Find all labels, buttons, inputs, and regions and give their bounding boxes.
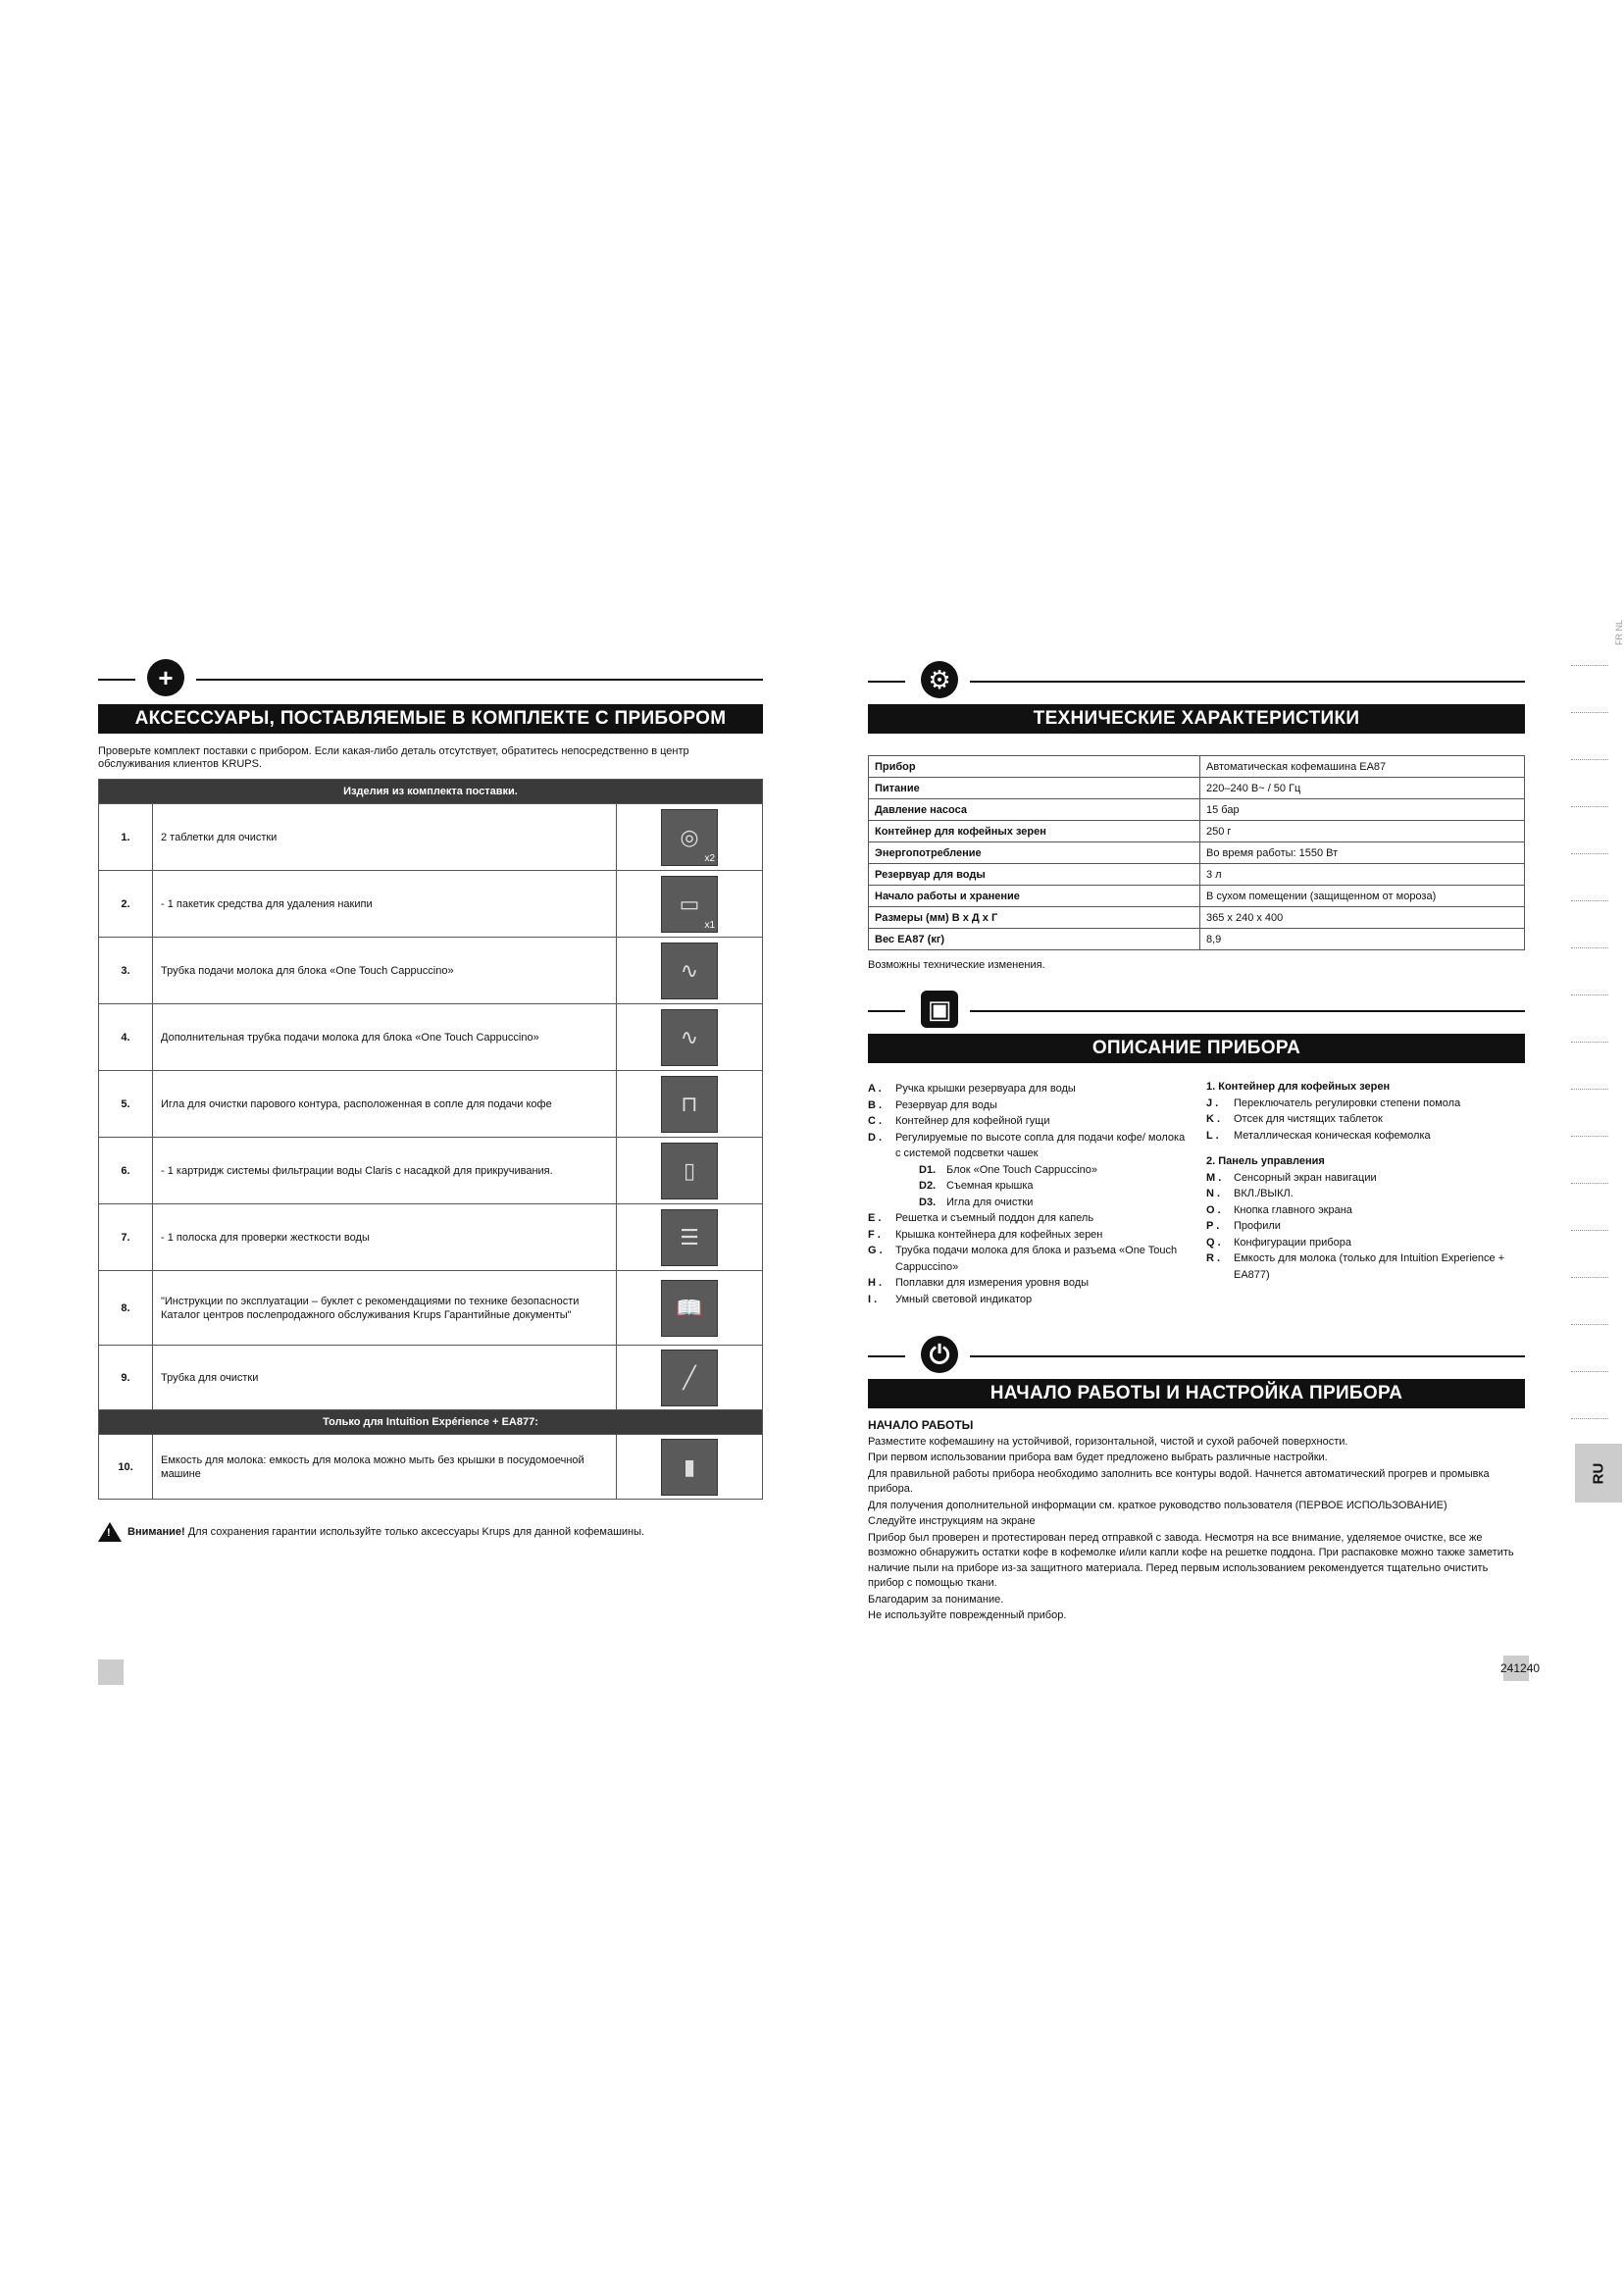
milk-container-icon: ▮ xyxy=(661,1439,718,1496)
power-icon: ⏻ xyxy=(921,1336,958,1373)
table-row xyxy=(99,1435,763,1500)
table-row xyxy=(99,871,763,938)
item-text: Металлическая коническая кофемолка xyxy=(1234,1129,1431,1142)
item-number: 2. xyxy=(99,871,153,938)
accessories-section-rule xyxy=(98,659,763,698)
start-heading: НАЧАЛО РАБОТЫ xyxy=(868,1418,974,1432)
spec-key: Резервуар для воды xyxy=(869,864,1200,886)
spec-row xyxy=(869,907,1525,929)
description-title: ОПИСАНИЕ ПРИБОРА xyxy=(868,1034,1525,1063)
side-language-label: FR NL xyxy=(1614,620,1624,646)
table-row xyxy=(99,1004,763,1071)
spec-row xyxy=(869,842,1525,864)
spec-value: 220–240 В~ / 50 Гц xyxy=(1200,778,1525,799)
item-image xyxy=(617,804,763,871)
spec-value: 365 x 240 x 400 xyxy=(1200,907,1525,929)
description-item xyxy=(868,1243,1192,1275)
spec-key: Начало работы и хранение xyxy=(869,886,1200,907)
item-text: Сенсорный экран навигации xyxy=(1234,1171,1377,1184)
item-text: Поплавки для измерения уровня воды xyxy=(895,1277,1090,1289)
item-letter: D2. xyxy=(919,1180,937,1192)
warning-label: Внимание! xyxy=(127,1526,185,1538)
side-tab-divider xyxy=(1571,712,1608,713)
description-section-rule xyxy=(868,991,1525,1030)
side-tab-divider xyxy=(1571,1418,1608,1419)
description-item xyxy=(1206,1235,1525,1251)
plus-icon: + xyxy=(147,659,184,696)
item-text: Контейнер для кофейной гущи xyxy=(895,1115,1050,1127)
start-title: НАЧАЛО РАБОТЫ И НАСТРОЙКА ПРИБОРА xyxy=(868,1379,1525,1408)
item-letter: F . xyxy=(868,1228,881,1241)
warning-icon: ! xyxy=(98,1522,122,1542)
extra-milk-tube-icon: ∿ xyxy=(661,1009,718,1066)
spec-row xyxy=(869,778,1525,799)
item-image xyxy=(617,938,763,1004)
spec-row xyxy=(869,799,1525,821)
item-image xyxy=(617,871,763,938)
spec-row xyxy=(869,756,1525,778)
table-row xyxy=(99,1271,763,1346)
side-tab-divider xyxy=(1571,1324,1608,1325)
description-list-right xyxy=(1206,1079,1525,1283)
specs-table xyxy=(868,755,1525,950)
item-text: Решетка и съемный поддон для капель xyxy=(895,1212,1094,1224)
table-row xyxy=(99,938,763,1004)
item-image xyxy=(617,1204,763,1271)
item-number: 5. xyxy=(99,1071,153,1138)
description-item xyxy=(1206,1250,1525,1283)
spec-key: Давление насоса xyxy=(869,799,1200,821)
description-item xyxy=(1206,1111,1525,1128)
item-number: 8. xyxy=(99,1271,153,1346)
item-text: Конфигурации прибора xyxy=(1234,1236,1351,1249)
description-item xyxy=(1206,1202,1525,1219)
item-text: - 1 полоска для проверки жесткости воды xyxy=(153,1204,617,1271)
item-text: 2 таблетки для очистки xyxy=(153,804,617,871)
language-tab-ru[interactable]: RU xyxy=(1575,1444,1622,1503)
spec-row xyxy=(869,886,1525,907)
description-item xyxy=(868,1210,1192,1227)
side-tab-divider xyxy=(1571,947,1608,948)
cleaning-tablet-icon: ◎ x2 xyxy=(661,809,718,866)
side-tab-divider xyxy=(1571,1183,1608,1184)
item-letter: P . xyxy=(1206,1220,1220,1232)
item-letter: K . xyxy=(1206,1113,1221,1125)
item-text: Кнопка главного экрана xyxy=(1234,1203,1352,1216)
description-item xyxy=(868,1178,1192,1195)
side-tab-divider xyxy=(1571,1230,1608,1231)
spec-value: В сухом помещении (защищенном от мороза) xyxy=(1200,886,1525,907)
description-item xyxy=(1206,1096,1525,1112)
item-number: 7. xyxy=(99,1204,153,1271)
side-tab-divider xyxy=(1571,1042,1608,1043)
item-text: Трубка подачи молока для блока и разъема «One Touch Cappuccino» xyxy=(895,1245,1178,1273)
side-tab-divider xyxy=(1571,994,1608,995)
item-letter: M . xyxy=(1206,1171,1222,1184)
spec-value: Во время работы: 1550 Вт xyxy=(1200,842,1525,864)
item-text: Умный световой индикатор xyxy=(895,1293,1033,1305)
item-text: Отсек для чистящих таблеток xyxy=(1234,1113,1383,1125)
description-item xyxy=(868,1275,1192,1292)
item-letter: R . xyxy=(1206,1252,1221,1264)
item-text: Трубка для очистки xyxy=(153,1346,617,1410)
side-tab-divider xyxy=(1571,1089,1608,1090)
table-row xyxy=(99,1346,763,1410)
item-text: ВКЛ./ВЫКЛ. xyxy=(1234,1188,1294,1199)
table-row xyxy=(99,1071,763,1138)
spec-key: Вес EA87 (кг) xyxy=(869,929,1200,950)
item-number: 10. xyxy=(99,1435,153,1500)
item-letter: I . xyxy=(868,1293,878,1305)
start-paragraph: Прибор был проверен и протестирован перед отправкой с завода. Несмотря на все внимание, уделяемое очистке, все же возможно обнаружить остатки кофе в кофемолке и/или капли кофе на решетке поддона. При распаковке можно также заметить наличие пыли на приборе из-за защитного материала. Перед первым использованием рекомендуется тщательно очистить прибор с помощью ткани. xyxy=(868,1531,1514,1589)
item-letter: J . xyxy=(1206,1096,1219,1109)
description-item xyxy=(868,1081,1192,1097)
accessories-table-header: Изделия из комплекта поставки. xyxy=(99,780,763,804)
description-item xyxy=(1206,1170,1525,1187)
hardness-strip-icon: ☰ xyxy=(661,1209,718,1266)
side-tab-divider xyxy=(1571,1136,1608,1137)
spec-key: Размеры (мм) В х Д х Г xyxy=(869,907,1200,929)
item-text: Дополнительная трубка подачи молока для блока «One Touch Cappuccino» xyxy=(153,1004,617,1071)
description-item xyxy=(868,1097,1192,1114)
side-tab-divider xyxy=(1571,1371,1608,1372)
group-title: 2. Панель управления xyxy=(1206,1155,1325,1167)
item-text: Емкость для молока (только для Intuition Experience + EA877) xyxy=(1234,1252,1505,1281)
warning-note xyxy=(98,1522,763,1542)
page-number: 241240 xyxy=(1500,1661,1541,1675)
item-image xyxy=(617,1004,763,1071)
item-letter: Q . xyxy=(1206,1236,1221,1249)
start-paragraph: Не используйте поврежденный прибор. xyxy=(868,1609,1067,1621)
item-text: Ручка крышки резервуара для воды xyxy=(895,1083,1076,1095)
spec-value: 250 г xyxy=(1200,821,1525,842)
start-body xyxy=(868,1418,1525,1624)
table-row xyxy=(99,804,763,871)
item-number: 1. xyxy=(99,804,153,871)
start-paragraph: Следуйте инструкциям на экране xyxy=(868,1515,1036,1527)
spec-value: 8,9 xyxy=(1200,929,1525,950)
item-text: Крышка контейнера для кофейных зерен xyxy=(895,1228,1103,1241)
spec-value: 15 бар xyxy=(1200,799,1525,821)
item-image xyxy=(617,1138,763,1204)
item-text: Игла для очистки парового контура, расположенная в сопле для подачи кофе xyxy=(153,1071,617,1138)
item-letter: D . xyxy=(868,1131,883,1144)
group-title: 1. Контейнер для кофейных зерен xyxy=(1206,1081,1391,1093)
side-tab-divider xyxy=(1571,1277,1608,1278)
spec-row xyxy=(869,929,1525,950)
side-tab-divider xyxy=(1571,806,1608,807)
item-text: Емкость для молока: емкость для молока можно мыть без крышки в посудомоечной машине xyxy=(153,1435,617,1500)
item-image xyxy=(617,1071,763,1138)
item-number: 9. xyxy=(99,1346,153,1410)
item-letter: C . xyxy=(868,1115,883,1127)
accessories-intro: Проверьте комплект поставки с прибором. Если какая-либо деталь отсутствует, обратитесь непосредственно в центр обслуживания клиентов KRUPS. xyxy=(98,745,689,770)
spec-key: Прибор xyxy=(869,756,1200,778)
spec-value: Автоматическая кофемашина EA87 xyxy=(1200,756,1525,778)
description-item xyxy=(868,1195,1192,1211)
specs-note: Возможны технические изменения. xyxy=(868,959,1045,971)
cleaning-tube-icon: ╱ xyxy=(661,1350,718,1406)
start-paragraph: Для правильной работы прибора необходимо заполнить все контуры водой. Начнется автоматический прогрев и промывка прибора. xyxy=(868,1467,1490,1495)
start-paragraph: Для получения дополнительной информации см. краткое руководство пользователя (ПЕРВОЕ ИСПОЛЬЗОВАНИЕ) xyxy=(868,1499,1447,1511)
item-letter: D1. xyxy=(919,1163,937,1176)
manual-booklet-icon: 📖 xyxy=(661,1280,718,1337)
side-tab-divider xyxy=(1571,759,1608,760)
table-row xyxy=(99,1204,763,1271)
item-number: 4. xyxy=(99,1004,153,1071)
item-letter: G . xyxy=(868,1245,883,1256)
milk-tube-icon: ∿ xyxy=(661,943,718,999)
spec-key: Контейнер для кофейных зерен xyxy=(869,821,1200,842)
descaler-sachet-icon: ▭ x1 xyxy=(661,876,718,933)
start-paragraph: При первом использовании прибора вам будет предложено выбрать различные настройки. xyxy=(868,1452,1328,1463)
item-text: Съемная крышка xyxy=(946,1180,1034,1192)
page-marker xyxy=(98,1659,124,1685)
ea877-subheader: Только для Intuition Expérience + EA877: xyxy=(99,1410,763,1435)
description-item xyxy=(868,1162,1192,1179)
item-letter: L . xyxy=(1206,1129,1219,1142)
item-letter: N . xyxy=(1206,1188,1221,1199)
item-letter: E . xyxy=(868,1212,882,1224)
item-letter: A . xyxy=(868,1083,882,1095)
start-paragraph: Благодарим за понимание. xyxy=(868,1593,1004,1606)
specs-title: ТЕХНИЧЕСКИЕ ХАРАКТЕРИСТИКИ xyxy=(868,704,1525,734)
item-number: 3. xyxy=(99,938,153,1004)
accessories-title: АКСЕССУАРЫ, ПОСТАВЛЯЕМЫЕ В КОМПЛЕКТЕ С ПРИБОРОМ xyxy=(98,704,763,734)
description-item xyxy=(1206,1218,1525,1235)
item-number: 6. xyxy=(99,1138,153,1204)
spec-key: Питание xyxy=(869,778,1200,799)
coffee-machine-icon: ▣ xyxy=(921,991,958,1028)
water-filter-icon: ▯ xyxy=(661,1143,718,1199)
item-letter: H . xyxy=(868,1277,883,1289)
item-text: Игла для очистки xyxy=(946,1196,1034,1208)
warning-text: Для сохранения гарантии используйте только аксессуары Krups для данной кофемашины. xyxy=(184,1526,645,1538)
description-item xyxy=(1206,1186,1525,1202)
description-item xyxy=(868,1227,1192,1244)
gear-icon: ⚙ xyxy=(921,661,958,698)
item-text: Профили xyxy=(1234,1220,1281,1232)
spec-value: 3 л xyxy=(1200,864,1525,886)
spec-row xyxy=(869,864,1525,886)
side-tab-divider xyxy=(1571,900,1608,901)
item-text: Блок «One Touch Cappuccino» xyxy=(946,1163,1098,1176)
item-text: Трубка подачи молока для блока «One Touch Cappuccino» xyxy=(153,938,617,1004)
item-image xyxy=(617,1435,763,1500)
description-item xyxy=(868,1292,1192,1308)
start-section-rule xyxy=(868,1336,1525,1375)
item-text: - 1 картридж системы фильтрации воды Claris с насадкой для прикручивания. xyxy=(153,1138,617,1204)
item-text: "Инструкции по эксплуатации – буклет с рекомендациями по технике безопасности Каталог центров послепродажного обслуживания Krups Гарантийные документы" xyxy=(153,1271,617,1346)
description-item xyxy=(868,1130,1192,1162)
description-list-left xyxy=(868,1081,1192,1307)
item-image xyxy=(617,1346,763,1410)
item-image xyxy=(617,1271,763,1346)
item-letter: D3. xyxy=(919,1196,937,1208)
side-tab-divider xyxy=(1571,853,1608,854)
item-text: Переключатель регулировки степени помола xyxy=(1234,1096,1461,1109)
spec-row xyxy=(869,821,1525,842)
item-text: Резервуар для воды xyxy=(895,1098,997,1111)
item-text: - 1 пакетик средства для удаления накипи xyxy=(153,871,617,938)
specs-section-rule xyxy=(868,661,1525,700)
table-row xyxy=(99,1138,763,1204)
description-item xyxy=(1206,1128,1525,1145)
item-letter: O . xyxy=(1206,1203,1221,1216)
spec-key: Энергопотребление xyxy=(869,842,1200,864)
accessories-table xyxy=(98,779,763,1500)
item-text: Регулируемые по высоте сопла для подачи кофе/ молока с системой подсветки чашек xyxy=(895,1131,1186,1159)
description-item xyxy=(868,1113,1192,1130)
item-letter: B . xyxy=(868,1098,883,1111)
cleaning-needle-icon: ⊓ xyxy=(661,1076,718,1133)
start-paragraph: Разместите кофемашину на устойчивой, горизонтальной, чистой и сухой рабочей поверхности. xyxy=(868,1435,1348,1448)
side-tab-divider xyxy=(1571,665,1608,666)
